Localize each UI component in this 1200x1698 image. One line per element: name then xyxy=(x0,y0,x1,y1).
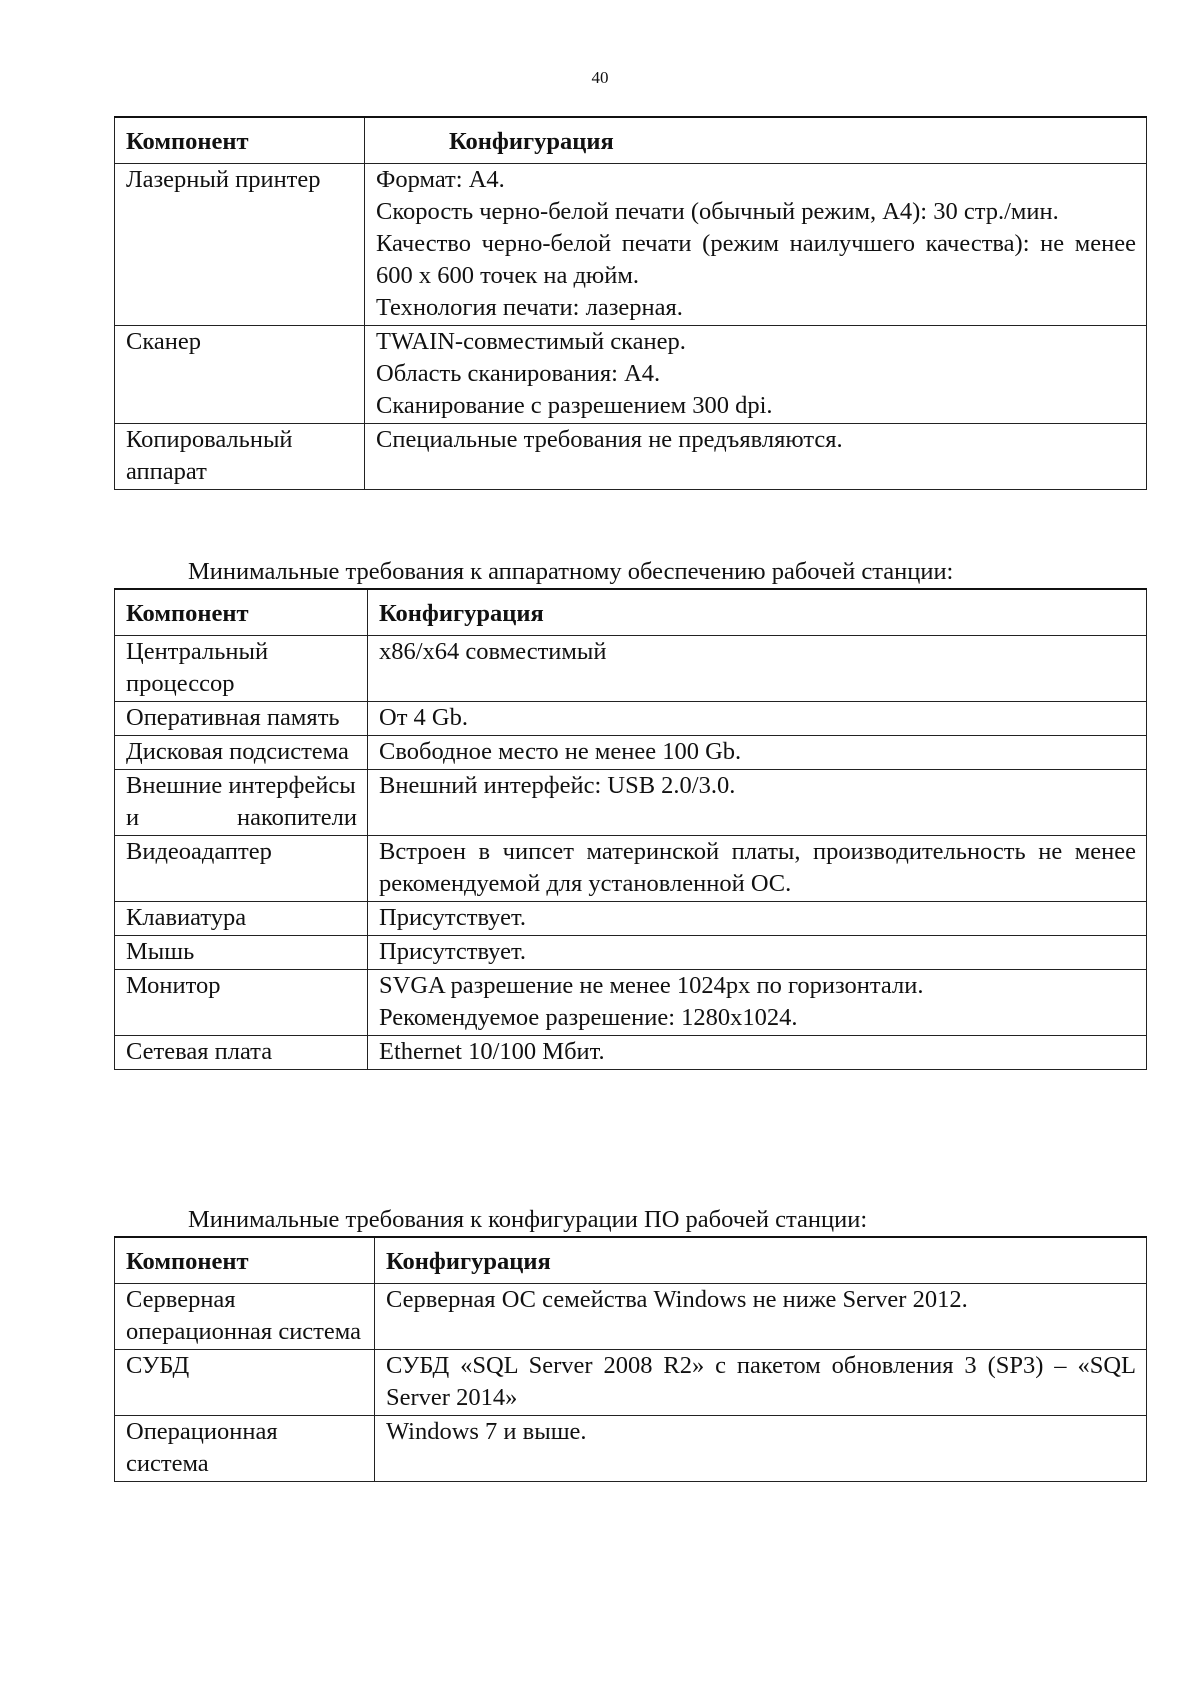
table-row xyxy=(115,770,1147,836)
component-cell: Операционная система xyxy=(115,1416,375,1482)
config-line: Внешний интерфейс: USB 2.0/3.0. xyxy=(379,772,736,799)
config-line: Встроен в чипсет материнской платы, производительность не менее рекомендуемой для установленной ОС. xyxy=(379,838,1136,897)
configuration-cell xyxy=(365,164,1147,326)
hardware-requirements-caption: Минимальные требования к аппаратному обеспечению рабочей станции: xyxy=(188,558,954,585)
hardware-requirements-table xyxy=(114,588,1147,1070)
header-configuration: Конфигурация xyxy=(368,589,1147,636)
config-line: Серверная ОС семейства Windows не ниже Server 2012. xyxy=(386,1286,968,1313)
software-requirements-table xyxy=(114,1236,1147,1482)
component-cell: Видеоадаптер xyxy=(115,836,368,902)
table-row xyxy=(115,1350,1147,1416)
table-row xyxy=(115,970,1147,1036)
config-line: От 4 Gb. xyxy=(379,704,468,731)
configuration-cell xyxy=(368,902,1147,936)
config-line: Windows 7 и выше. xyxy=(386,1418,587,1445)
component-cell: Оперативная память xyxy=(115,702,368,736)
component-cell: Центральный процессор xyxy=(115,636,368,702)
table-header-row xyxy=(115,117,1147,164)
table-row xyxy=(115,736,1147,770)
configuration-cell xyxy=(375,1350,1147,1416)
configuration-cell xyxy=(368,836,1147,902)
table-row xyxy=(115,164,1147,326)
config-line: SVGA разрешение не менее 1024px по горизонтали. xyxy=(379,972,924,999)
header-configuration: Конфигурация xyxy=(365,117,1147,164)
component-cell: Клавиатура xyxy=(115,902,368,936)
configuration-cell xyxy=(365,326,1147,424)
config-line: Технология печати: лазерная. xyxy=(376,294,683,321)
config-line: Скорость черно-белой печати (обычный режим, А4): 30 стр./мин. xyxy=(376,198,1059,225)
config-line: Формат: А4. xyxy=(376,166,505,193)
configuration-cell xyxy=(368,702,1147,736)
header-component: Компонент xyxy=(115,117,365,164)
config-line: Специальные требования не предъявляются. xyxy=(376,426,843,453)
component-cell: Внешние интерфейсы и накопители xyxy=(115,770,368,836)
table-row xyxy=(115,424,1147,490)
config-line: x86/x64 совместимый xyxy=(379,638,607,665)
component-cell: Дисковая подсистема xyxy=(115,736,368,770)
configuration-cell xyxy=(368,970,1147,1036)
table-row xyxy=(115,702,1147,736)
config-line: СУБД «SQL Server 2008 R2» с пакетом обновления 3 (SP3) – «SQL Server 2014» xyxy=(386,1352,1136,1411)
config-line: Область сканирования: А4. xyxy=(376,360,661,387)
configuration-cell xyxy=(368,736,1147,770)
table-row xyxy=(115,326,1147,424)
component-cell: Лазерный принтер xyxy=(115,164,365,326)
config-line: TWAIN-совместимый сканер. xyxy=(376,328,686,355)
table-row xyxy=(115,936,1147,970)
config-line: Свободное место не менее 100 Gb. xyxy=(379,738,742,765)
config-line: Ethernet 10/100 Мбит. xyxy=(379,1038,605,1065)
table-header-row xyxy=(115,589,1147,636)
config-line: Рекомендуемое разрешение: 1280x1024. xyxy=(379,1004,798,1031)
table-header-row xyxy=(115,1237,1147,1284)
component-cell: СУБД xyxy=(115,1350,375,1416)
software-requirements-caption: Минимальные требования к конфигурации ПО рабочей станции: xyxy=(188,1206,868,1233)
configuration-cell xyxy=(368,770,1147,836)
configuration-cell xyxy=(375,1284,1147,1350)
component-cell: Сканер xyxy=(115,326,365,424)
config-line: Сканирование с разрешением 300 dpi. xyxy=(376,392,773,419)
configuration-cell xyxy=(365,424,1147,490)
table-row xyxy=(115,1284,1147,1350)
table-row xyxy=(115,1416,1147,1482)
table-row xyxy=(115,636,1147,702)
component-cell: Сетевая плата xyxy=(115,1036,368,1070)
config-line: Качество черно-белой печати (режим наилучшего качества): не менее 600 x 600 точек на дюйм. xyxy=(376,230,1136,289)
configuration-cell xyxy=(368,936,1147,970)
configuration-cell xyxy=(368,1036,1147,1070)
component-cell: Копировальный аппарат xyxy=(115,424,365,490)
page-number: 40 xyxy=(591,68,609,87)
printer-scanner-table xyxy=(114,116,1147,490)
config-line: Присутствует. xyxy=(379,938,526,965)
header-configuration: Конфигурация xyxy=(375,1237,1147,1284)
configuration-cell xyxy=(368,636,1147,702)
component-cell: Мышь xyxy=(115,936,368,970)
table-row xyxy=(115,902,1147,936)
header-component: Компонент xyxy=(115,589,368,636)
header-component: Компонент xyxy=(115,1237,375,1284)
component-cell: Монитор xyxy=(115,970,368,1036)
config-line: Присутствует. xyxy=(379,904,526,931)
table-row xyxy=(115,1036,1147,1070)
configuration-cell xyxy=(375,1416,1147,1482)
table-row xyxy=(115,836,1147,902)
component-cell: Серверная операционная система xyxy=(115,1284,375,1350)
